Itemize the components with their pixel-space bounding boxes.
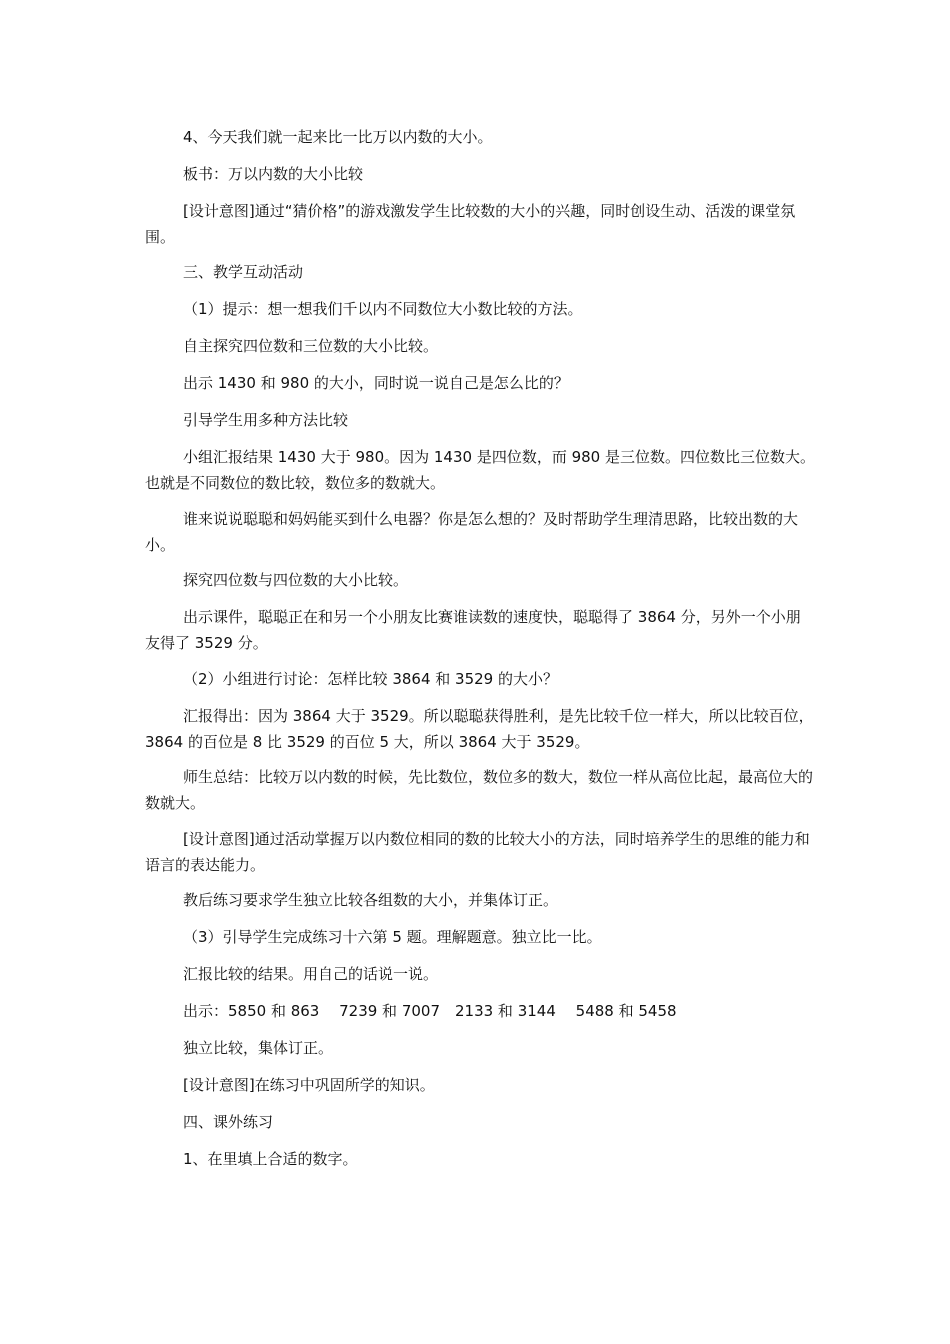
paragraph: （2）小组进行讨论：怎样比较 3864 和 3529 的大小？ [183,670,558,688]
paragraph: 独立比较，集体订正。 [183,1039,334,1057]
paragraph: 师生总结：比较万以内数的时候，先比数位，数位多的数大，数位一样从高位比起，最高位大的数就大。 [145,768,814,812]
paragraph: 出示 1430 和 980 的大小，同时说一说自己是怎么比的？ [183,374,569,392]
paragraph: 出示课件，聪聪正在和另一个小朋友比赛谁读数的速度快，聪聪得了 3864 分，另外一个小朋友得了 3529 分。 [145,608,801,652]
paragraph: [设计意图]通过活动掌握万以内数位相同的数的比较大小的方法，同时培养学生的思维的能力和语言的表达能力。 [145,830,810,874]
paragraph: （1）提示：想一想我们千以内不同数位大小数比较的方法。 [183,300,583,318]
paragraph: 教后练习要求学生独立比较各组数的大小，并集体订正。 [183,891,559,909]
paragraph: 出示：5850 和 863 7239 和 7007 2133 和 3144 5488 和 5458 [183,1002,677,1020]
paragraph: 引导学生用多种方法比较 [183,411,349,429]
paragraph: [设计意图]在练习中巩固所学的知识。 [183,1076,435,1094]
paragraph: （3）引导学生完成练习十六第 5 题。理解题意。独立比一比。 [183,928,602,946]
paragraph: 汇报得出：因为 3864 大于 3529。所以聪聪获得胜利，是先比较千位一样大，所以比较百位，3864 的百位是 8 比 3529 的百位 5 大，所以 3864 大于 3529。 [145,707,814,751]
paragraph: 1、在里填上合适的数字。 [183,1150,358,1168]
paragraph: 板书：万以内数的大小比较 [183,165,364,183]
paragraph: [设计意图]通过“猜价格”的游戏激发学生比较数的大小的兴趣，同时创设生动、活泼的课堂氛围。 [145,202,796,246]
paragraph: 汇报比较的结果。用自己的话说一说。 [183,965,439,983]
paragraph: 自主探究四位数和三位数的大小比较。 [183,337,439,355]
section-heading: 三、教学互动活动 [183,263,304,281]
paragraph: 谁来说说聪聪和妈妈能买到什么电器？你是怎么想的？及时帮助学生理清思路，比较出数的大小。 [145,510,799,554]
section-heading: 四、课外练习 [183,1113,274,1131]
paragraph: 4、今天我们就一起来比一比万以内数的大小。 [183,128,493,146]
paragraph: 小组汇报结果 1430 大于 980。因为 1430 是四位数，而 980 是三位数。四位数比三位数大。也就是不同数位的数比较，数位多的数就大。 [145,448,815,492]
paragraph: 探究四位数与四位数的大小比较。 [183,571,409,589]
